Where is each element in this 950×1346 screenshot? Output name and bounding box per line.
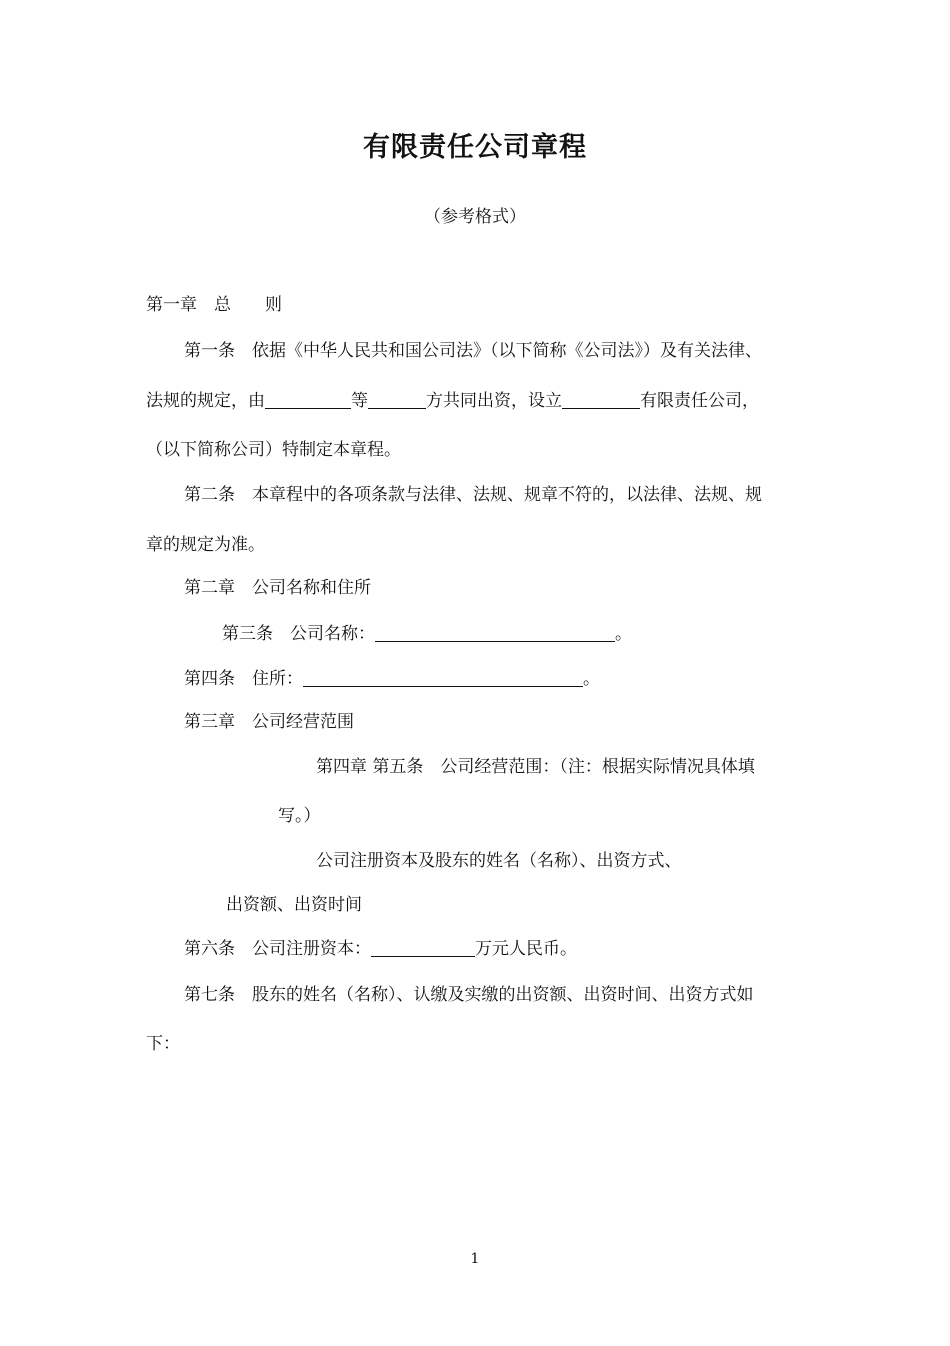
article-1-text-c: 方共同出资，设立 — [426, 391, 562, 411]
article-1-text-b: 等 — [351, 391, 368, 411]
article-1-line-2 — [146, 390, 759, 412]
blank-registered-capital[interactable] — [371, 938, 475, 957]
chapter-3-heading: 第三章 公司经营范围 — [184, 712, 354, 732]
article-5-line-1: 第四章 第五条 公司经营范围：（注：根据实际情况具体填 — [316, 757, 755, 777]
article-1-line-1: 第一条 依据《中华人民共和国公司法》（以下简称《公司法》）及有关法律、 — [184, 341, 762, 361]
article-5-line-2: 写。） — [278, 806, 321, 826]
article-3-line — [222, 623, 632, 645]
document-subtitle: （参考格式） — [424, 207, 526, 227]
page-number: 1 — [470, 1251, 480, 1267]
section-heading-line-2: 出资额、出资时间 — [226, 895, 362, 915]
article-1-line-3: （以下简称公司）特制定本章程。 — [146, 440, 401, 460]
blank-company-name-field[interactable] — [375, 623, 615, 642]
article-1-text-d: 有限责任公司， — [640, 391, 759, 411]
article-7-line-1: 第七条 股东的姓名（名称）、认缴及实缴的出资额、出资时间、出资方式如 — [184, 985, 754, 1005]
chapter-1-heading: 第一章 总 则 — [146, 295, 282, 315]
article-6-line — [184, 938, 577, 960]
blank-party-count[interactable] — [368, 390, 426, 409]
chapter-2-heading: 第二章 公司名称和住所 — [184, 578, 371, 598]
article-3-end: 。 — [615, 624, 632, 644]
blank-address-field[interactable] — [303, 668, 583, 687]
article-4-end: 。 — [583, 669, 600, 689]
article-6-label: 第六条 公司注册资本： — [184, 939, 371, 959]
article-3-label: 第三条 公司名称： — [222, 624, 375, 644]
blank-company-name[interactable] — [562, 390, 640, 409]
article-4-label: 第四条 住所： — [184, 669, 303, 689]
section-heading-line-1: 公司注册资本及股东的姓名（名称）、出资方式、 — [316, 851, 682, 871]
blank-founder-name[interactable] — [265, 390, 351, 409]
article-2-line-1: 第二条 本章程中的各项条款与法律、法规、规章不符的，以法律、法规、规 — [184, 485, 762, 505]
article-6-end: 万元人民币。 — [475, 939, 577, 959]
article-2-line-2: 章的规定为准。 — [146, 535, 265, 555]
article-7-line-2: 下： — [146, 1034, 180, 1054]
article-1-text-a: 法规的规定，由 — [146, 391, 265, 411]
document-title: 有限责任公司章程 — [363, 132, 587, 163]
article-4-line — [184, 668, 600, 690]
